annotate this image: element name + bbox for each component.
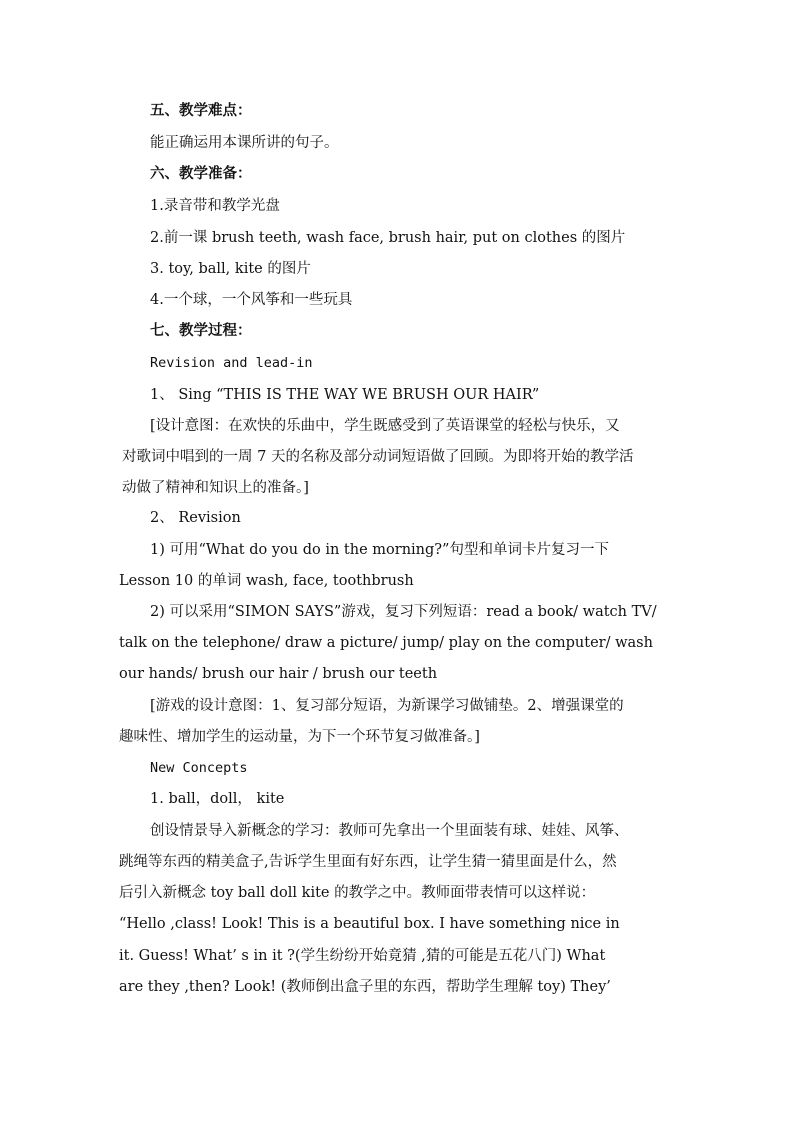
subheading-new-concepts: New Concepts [150,760,248,776]
paragraph-line: 创设情景导入新概念的学习：教师可先拿出一个里面装有球、娃娃、风筝、 [150,823,629,839]
list-item: 2.前一课 brush teeth, wash face, brush hair, put on clothes 的图片 [150,230,626,246]
step-line: 1. ball，doll， kite [150,791,285,807]
step-line: 2、 Revision [150,510,241,526]
paragraph-line: 跳绳等东西的精美盒子,告诉学生里面有好东西，让学生猜一猜里面是什么，然 [119,854,617,870]
paragraph-line: it. Guess! What’ s in it ?(学生纷纷开始竟猜 ,猜的可能是五花八门) What [119,948,606,964]
list-item: 1.录音带和教学光盘 [150,198,280,214]
paragraph-line: 趣味性、增加学生的运动量，为下一个环节复习做准备。] [119,729,480,745]
paragraph-line: 能正确运用本课所讲的句子。 [150,135,339,151]
paragraph-line: 对歌词中唱到的一周 7 天的名称及部分动词短语做了回顾。为即将开始的教学活 [122,449,634,465]
paragraph-line: talk on the telephone/ draw a picture/ jump/ play on the computer/ wash [119,635,653,651]
paragraph-line: [设计意图：在欢快的乐曲中，学生既感受到了英语课堂的轻松与快乐，又 [150,418,620,434]
paragraph-line: 动做了精神和知识上的准备。] [122,480,309,496]
section-heading-teaching-prep: 六、教学准备： [150,165,252,182]
section-heading-teaching-process: 七、教学过程： [150,322,252,339]
paragraph-line: “Hello ,class! Look! This is a beautiful box. I have something nice in [119,916,620,932]
step-line: 1、 Sing “THIS IS THE WAY WE BRUSH OUR HAIR” [150,387,540,403]
paragraph-line: 后引入新概念 toy ball doll kite 的教学之中。教师面带表情可以这样说： [119,885,596,901]
section-heading-teaching-difficulty: 五、教学难点： [150,102,252,119]
paragraph-line: 1) 可用“What do you do in the morning?”句型和单词卡片复习一下 [150,542,609,558]
paragraph-line: are they ,then? Look! (教师倒出盒子里的东西，帮助学生理解 toy) They’ [119,979,611,995]
paragraph-line: [游戏的设计意图：1、复习部分短语，为新课学习做铺垫。2、增强课堂的 [150,698,624,714]
list-item: 4.一个球，一个风筝和一些玩具 [150,292,353,308]
subheading-revision: Revision and lead-in [150,355,313,371]
paragraph-line: Lesson 10 的单词 wash, face, toothbrush [119,573,414,589]
list-item: 3. toy, ball, kite 的图片 [150,261,311,277]
paragraph-line: our hands/ brush our hair / brush our teeth [119,666,438,682]
paragraph-line: 2) 可以采用“SIMON SAYS”游戏，复习下列短语：read a book/ watch TV/ [150,604,657,620]
